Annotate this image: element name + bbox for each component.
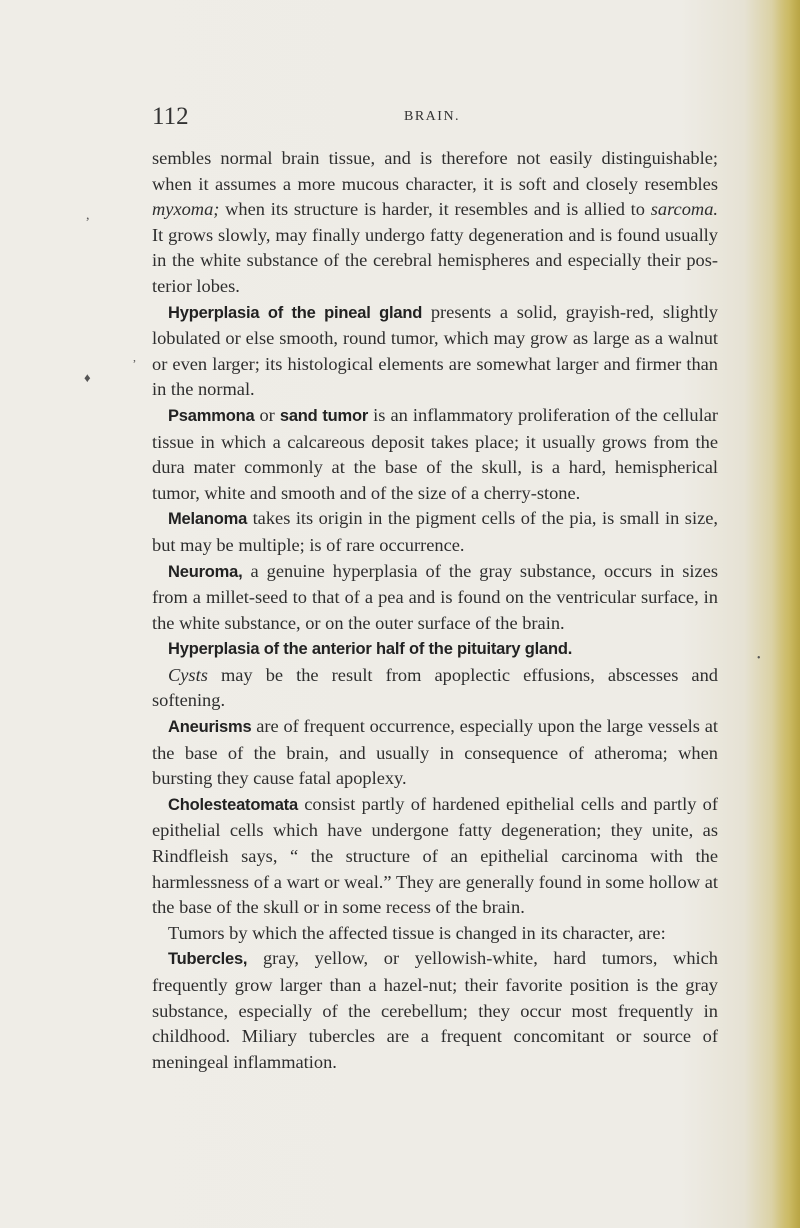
text-run: gray, yellow, or yellowish-white, hard tumors, which frequently grow larger than a hazel-nut; their favorite position is the gray substance, especially of the cerebellum; they occur most frequently in childhood. Miliary tubercles are a frequent concomitant or source of meningeal inflammation. bbox=[152, 948, 718, 1072]
text-run: is an inflammatory proliferation of the cellular tissue in which a calcareous deposit takes place; it usually grows from the dura mater commonly at the base of the skull, is a hard, hemispherical tumor, white and smooth and of the size of a cherry-stone. bbox=[152, 404, 719, 503]
text-run: presents a solid, grayish-red, slightly lobulated or else smooth, round tumor, which may grow as large as a walnut or even larger; its histological elements are somewhat larger and firmer than in the normal. bbox=[152, 301, 718, 400]
italic-term: sarcoma. bbox=[650, 199, 718, 220]
page-header bbox=[152, 103, 712, 133]
margin-mark: , bbox=[133, 350, 136, 364]
paragraph bbox=[152, 506, 718, 558]
text-run: takes its origin in the pigment cells of the pia, is small in size, but may be multiple; is of rare occurrence. bbox=[152, 508, 718, 555]
paragraph bbox=[152, 636, 718, 663]
bold-term: Aneurisms bbox=[168, 718, 252, 737]
bold-term: Neuroma, bbox=[168, 562, 243, 581]
margin-mark: ♦ bbox=[84, 370, 91, 385]
text-run: Tumors by which the affected tissue is changed in its character, are: bbox=[168, 922, 666, 943]
text-run: a genuine hyperplasia of the gray substance, occurs in sizes from a millet-seed to that of a pea and is found on the ventricular surface, in the white substance, or on the outer surface of the brain. bbox=[152, 560, 718, 633]
text-run: sembles normal brain tissue, and is therefore not easily distinguishable; when it assumes a more mucous character, it is soft and closely resembles bbox=[152, 148, 718, 194]
bold-term: Melanoma bbox=[168, 510, 248, 529]
italic-term: myxoma; bbox=[152, 199, 220, 220]
paragraph bbox=[152, 792, 718, 921]
paragraph bbox=[152, 663, 718, 714]
italic-term: Cysts bbox=[168, 664, 208, 685]
bold-term: sand tumor bbox=[279, 406, 369, 425]
paragraph bbox=[152, 921, 718, 947]
paragraph bbox=[152, 146, 718, 300]
text-run: It grows slowly, may finally undergo fatty degeneration and is found usually in the white substance of the cerebral hemispheres and especially their posterior lobes. bbox=[152, 224, 718, 296]
paragraph bbox=[152, 300, 718, 403]
paragraph bbox=[152, 559, 718, 637]
paragraph bbox=[152, 714, 718, 792]
text-run: or bbox=[254, 404, 280, 425]
bold-term: Hyperplasia of the anterior half of the pituitary gland. bbox=[168, 640, 573, 659]
text-run: may be the result from apoplectic effusions, abscesses and softening. bbox=[152, 664, 718, 711]
page-edge-shadow bbox=[772, 0, 800, 1228]
running-head: BRAIN. bbox=[404, 109, 461, 124]
bold-term: Hyperplasia of the pineal gland bbox=[168, 303, 423, 322]
text-run: when its structure is harder, it resembles and is allied to bbox=[219, 199, 651, 220]
bold-term: Psammona bbox=[168, 406, 255, 425]
bold-term: Tubercles, bbox=[168, 950, 248, 969]
paragraph bbox=[152, 946, 718, 1075]
margin-mark: , bbox=[86, 208, 90, 223]
text-run: are of frequent occurrence, especially upon the large vessels at the base of the brain, and usually in consequence of atheroma; when bursting they cause fatal apoplexy. bbox=[152, 716, 718, 789]
page-number: 112 bbox=[152, 103, 189, 130]
paragraph bbox=[152, 403, 718, 506]
body-text bbox=[152, 146, 718, 1075]
bold-term: Cholesteatomata bbox=[168, 795, 298, 814]
margin-mark: • bbox=[757, 653, 761, 664]
text-run: consist partly of hardened epithelial cells and partly of epithelial cells which have undergone fatty degeneration; they unite, as Rindfleish says, “ the structure of an epithelial carcinoma with the harmlessness of a wart or weal.” They are generally found in some hollow at the base of the skull or in some recess of the brain. bbox=[152, 793, 718, 918]
